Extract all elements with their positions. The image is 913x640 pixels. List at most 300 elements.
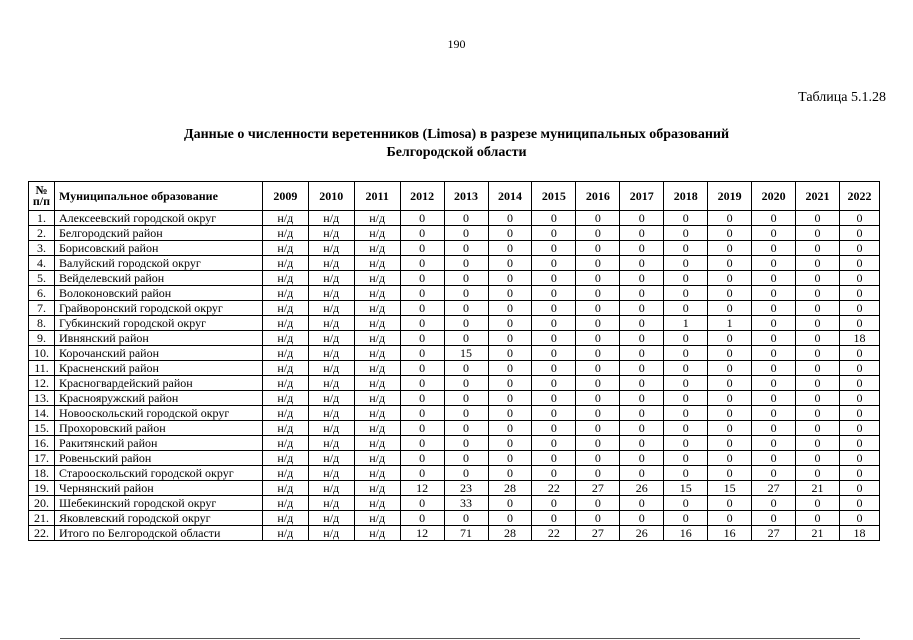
value-cell: 0 [796,271,840,286]
value-cell: 0 [620,286,664,301]
column-header-year: 2012 [400,182,444,211]
value-cell: 0 [576,376,620,391]
value-cell: 0 [796,361,840,376]
value-cell: 0 [532,421,576,436]
value-cell: 0 [620,421,664,436]
value-cell: 28 [488,481,532,496]
value-cell: 0 [752,421,796,436]
value-cell: н/д [262,316,308,331]
value-cell: 0 [620,241,664,256]
municipality-cell: Валуйский городской округ [54,256,262,271]
value-cell: 0 [664,301,708,316]
value-cell: 0 [840,466,880,481]
value-cell: н/д [262,241,308,256]
value-cell: н/д [354,511,400,526]
value-cell: н/д [354,271,400,286]
value-cell: 0 [576,346,620,361]
table-row [29,526,880,541]
value-cell: 0 [752,406,796,421]
value-cell: 0 [796,496,840,511]
municipality-cell: Итого по Белгородской области [54,526,262,541]
title-line-1: Данные о численности веретенников (Limosa) в разрезе муниципальных образований [183,127,730,142]
value-cell: н/д [308,361,354,376]
value-cell: н/д [308,301,354,316]
row-number-cell: 10. [29,346,55,361]
value-cell: н/д [354,496,400,511]
municipality-cell: Грайворонский городской округ [54,301,262,316]
value-cell: 0 [708,436,752,451]
value-cell: 0 [400,436,444,451]
value-cell: 0 [840,211,880,226]
value-cell: 0 [444,406,488,421]
value-cell: 0 [400,376,444,391]
table-row [29,346,880,361]
value-cell: 0 [840,361,880,376]
value-cell: 0 [444,466,488,481]
value-cell: 0 [664,376,708,391]
value-cell: 0 [532,286,576,301]
table-row [29,211,880,226]
value-cell: 15 [444,346,488,361]
value-cell: 0 [488,211,532,226]
value-cell: 18 [840,526,880,541]
municipality-cell: Губкинский городской округ [54,316,262,331]
value-cell: 0 [708,391,752,406]
value-cell: 0 [752,256,796,271]
value-cell: 0 [620,391,664,406]
value-cell: н/д [354,406,400,421]
table-row [29,496,880,511]
value-cell: 0 [840,301,880,316]
value-cell: 0 [664,421,708,436]
value-cell: 0 [840,346,880,361]
table-row [29,511,880,526]
value-cell: 0 [532,376,576,391]
value-cell: 0 [576,331,620,346]
row-number-cell: 5. [29,271,55,286]
row-number-cell: 20. [29,496,55,511]
value-cell: 16 [664,526,708,541]
municipality-cell: Волоконовский район [54,286,262,301]
value-cell: 0 [752,376,796,391]
value-cell: 0 [752,451,796,466]
value-cell: 26 [620,526,664,541]
table-row [29,271,880,286]
document-title [0,126,913,162]
value-cell: 26 [620,481,664,496]
value-cell: 0 [708,271,752,286]
value-cell: 0 [444,421,488,436]
value-cell: 0 [752,361,796,376]
value-cell: 0 [752,331,796,346]
table-row [29,331,880,346]
table-row [29,256,880,271]
value-cell: 0 [664,331,708,346]
value-cell: 0 [796,421,840,436]
value-cell: 0 [576,406,620,421]
municipality-cell: Красногвардейский район [54,376,262,391]
value-cell: н/д [262,256,308,271]
value-cell: н/д [354,361,400,376]
value-cell: 0 [400,241,444,256]
value-cell: 0 [708,376,752,391]
value-cell: 0 [576,241,620,256]
value-cell: 0 [752,286,796,301]
value-cell: 0 [840,481,880,496]
municipality-cell: Красненский район [54,361,262,376]
value-cell: 0 [708,331,752,346]
value-cell: 0 [400,346,444,361]
table-row [29,361,880,376]
value-cell: н/д [262,226,308,241]
value-cell: 0 [400,451,444,466]
row-number-cell: 7. [29,301,55,316]
value-cell: 0 [576,211,620,226]
value-cell: 0 [400,256,444,271]
table-row [29,286,880,301]
value-cell: 0 [576,421,620,436]
value-cell: 0 [400,331,444,346]
table-header-row [29,182,880,211]
value-cell: 0 [532,271,576,286]
value-cell: н/д [308,346,354,361]
value-cell: 0 [796,301,840,316]
value-cell: 0 [488,271,532,286]
value-cell: 0 [664,346,708,361]
municipality-cell: Ровеньский район [54,451,262,466]
value-cell: 15 [664,481,708,496]
value-cell: н/д [308,256,354,271]
value-cell: 0 [620,226,664,241]
column-header-year: 2015 [532,182,576,211]
value-cell: 0 [532,406,576,421]
value-cell: 0 [400,316,444,331]
value-cell: 0 [664,436,708,451]
value-cell: н/д [308,511,354,526]
value-cell: 0 [664,451,708,466]
value-cell: 0 [708,361,752,376]
value-cell: 0 [708,256,752,271]
value-cell: н/д [354,301,400,316]
value-cell: 0 [576,391,620,406]
column-header-year: 2013 [444,182,488,211]
value-cell: 71 [444,526,488,541]
municipality-cell: Новооскольский городской округ [54,406,262,421]
value-cell: 0 [752,391,796,406]
value-cell: 0 [400,301,444,316]
value-cell: н/д [262,211,308,226]
value-cell: 0 [796,376,840,391]
municipality-cell: Шебекинский городской округ [54,496,262,511]
value-cell: 27 [752,526,796,541]
table-row [29,481,880,496]
row-number-cell: 13. [29,391,55,406]
table-row [29,451,880,466]
column-header-year: 2016 [576,182,620,211]
table-row [29,301,880,316]
column-header-year: 2014 [488,182,532,211]
value-cell: 0 [840,286,880,301]
value-cell: н/д [262,511,308,526]
value-cell: 0 [752,301,796,316]
value-cell: 0 [752,316,796,331]
value-cell: 0 [752,346,796,361]
row-number-cell: 19. [29,481,55,496]
column-header-year: 2022 [840,182,880,211]
value-cell: 0 [752,211,796,226]
value-cell: н/д [354,376,400,391]
value-cell: 0 [664,271,708,286]
value-cell: 0 [708,496,752,511]
value-cell: 0 [620,376,664,391]
value-cell: н/д [354,316,400,331]
value-cell: 0 [488,466,532,481]
value-cell: 0 [840,406,880,421]
table-row [29,406,880,421]
municipality-cell: Алексеевский городской округ [54,211,262,226]
row-number-cell: 6. [29,286,55,301]
value-cell: н/д [308,451,354,466]
value-cell: н/д [262,481,308,496]
value-cell: 0 [488,511,532,526]
municipality-cell: Чернянский район [54,481,262,496]
value-cell: н/д [308,466,354,481]
value-cell: н/д [354,286,400,301]
value-cell: 0 [752,511,796,526]
value-cell: н/д [354,226,400,241]
value-cell: 27 [752,481,796,496]
value-cell: 0 [488,286,532,301]
table-row [29,421,880,436]
value-cell: 0 [532,466,576,481]
value-cell: н/д [308,331,354,346]
value-cell: 0 [664,466,708,481]
row-number-cell: 12. [29,376,55,391]
value-cell: 0 [708,466,752,481]
value-cell: 27 [576,481,620,496]
table-row [29,391,880,406]
value-cell: 0 [532,226,576,241]
value-cell: 0 [708,241,752,256]
value-cell: 0 [796,511,840,526]
value-cell: 0 [752,271,796,286]
municipality-cell: Старооскольский городской округ [54,466,262,481]
value-cell: 0 [664,286,708,301]
value-cell: 27 [576,526,620,541]
municipality-cell: Вейделевский район [54,271,262,286]
value-cell: 0 [840,421,880,436]
value-cell: 0 [840,436,880,451]
value-cell: 0 [708,346,752,361]
value-cell: 0 [664,406,708,421]
value-cell: 12 [400,526,444,541]
value-cell: 0 [708,211,752,226]
row-number-cell: 4. [29,256,55,271]
value-cell: 1 [664,316,708,331]
value-cell: 0 [576,361,620,376]
municipality-cell: Ракитянский район [54,436,262,451]
value-cell: 33 [444,496,488,511]
value-cell: 0 [620,451,664,466]
value-cell: 0 [664,256,708,271]
value-cell: н/д [308,316,354,331]
value-cell: 0 [400,466,444,481]
value-cell: н/д [262,301,308,316]
value-cell: н/д [262,346,308,361]
value-cell: н/д [262,451,308,466]
value-cell: 0 [664,511,708,526]
value-cell: 0 [840,226,880,241]
municipality-cell: Краснояружский район [54,391,262,406]
table-body [29,211,880,541]
column-header-municipality: Муниципальное образование [54,182,262,211]
value-cell: 0 [532,496,576,511]
value-cell: 0 [400,511,444,526]
value-cell: 0 [840,256,880,271]
row-number-cell: 16. [29,436,55,451]
value-cell: 0 [620,466,664,481]
column-header-year: 2020 [752,182,796,211]
value-cell: н/д [354,466,400,481]
table-row [29,436,880,451]
value-cell: 0 [488,361,532,376]
data-table [28,181,880,541]
value-cell: 0 [532,361,576,376]
row-number-cell: 9. [29,331,55,346]
value-cell: 0 [796,241,840,256]
value-cell: н/д [262,331,308,346]
value-cell: 21 [796,481,840,496]
bottom-rule [60,638,860,639]
table-row [29,241,880,256]
value-cell: 0 [708,406,752,421]
value-cell: 0 [796,316,840,331]
value-cell: 0 [444,271,488,286]
value-cell: 0 [620,331,664,346]
value-cell: 0 [620,361,664,376]
value-cell: 22 [532,526,576,541]
value-cell: н/д [354,481,400,496]
value-cell: 0 [576,286,620,301]
value-cell: 0 [488,331,532,346]
value-cell: 0 [444,331,488,346]
municipality-cell: Борисовский район [54,241,262,256]
value-cell: 0 [796,391,840,406]
row-number-cell: 1. [29,211,55,226]
value-cell: 0 [840,271,880,286]
value-cell: 0 [576,466,620,481]
value-cell: н/д [308,391,354,406]
value-cell: н/д [308,526,354,541]
value-cell: 0 [576,226,620,241]
value-cell: 0 [840,241,880,256]
value-cell: 16 [708,526,752,541]
value-cell: 0 [532,211,576,226]
row-number-cell: 8. [29,316,55,331]
value-cell: 0 [708,511,752,526]
page-number: 190 [447,37,466,51]
value-cell: н/д [262,466,308,481]
value-cell: 0 [664,226,708,241]
value-cell: 0 [664,211,708,226]
value-cell: н/д [308,436,354,451]
value-cell: 0 [620,301,664,316]
value-cell: 0 [752,436,796,451]
value-cell: 0 [444,391,488,406]
value-cell: н/д [308,496,354,511]
value-cell: 0 [488,301,532,316]
value-cell: н/д [308,481,354,496]
value-cell: 0 [444,316,488,331]
value-cell: 18 [840,331,880,346]
value-cell: 0 [576,301,620,316]
value-cell: 0 [576,511,620,526]
value-cell: 0 [620,316,664,331]
value-cell: 0 [620,511,664,526]
value-cell: 0 [620,406,664,421]
value-cell: 0 [576,436,620,451]
value-cell: 0 [620,346,664,361]
value-cell: 0 [444,301,488,316]
value-cell: 22 [532,481,576,496]
value-cell: 0 [488,241,532,256]
value-cell: 0 [576,451,620,466]
value-cell: 15 [708,481,752,496]
value-cell: 0 [444,436,488,451]
value-cell: 0 [400,271,444,286]
value-cell: 0 [620,436,664,451]
value-cell: 0 [488,376,532,391]
value-cell: н/д [262,406,308,421]
value-cell: 0 [664,241,708,256]
value-cell: 0 [444,241,488,256]
municipality-cell: Белгородский район [54,226,262,241]
value-cell: 28 [488,526,532,541]
value-cell: 23 [444,481,488,496]
table-row [29,316,880,331]
value-cell: 1 [708,316,752,331]
value-cell: 0 [796,211,840,226]
value-cell: 0 [400,286,444,301]
value-cell: н/д [262,361,308,376]
row-number-cell: 15. [29,421,55,436]
value-cell: н/д [354,331,400,346]
column-header-year: 2011 [354,182,400,211]
value-cell: н/д [354,211,400,226]
value-cell: 0 [488,496,532,511]
value-cell: 0 [444,286,488,301]
column-header-year: 2010 [308,182,354,211]
value-cell: 21 [796,526,840,541]
value-cell: 0 [532,241,576,256]
column-header-year: 2018 [664,182,708,211]
value-cell: 0 [488,421,532,436]
value-cell: 0 [532,331,576,346]
value-cell: 0 [488,316,532,331]
value-cell: 0 [840,496,880,511]
value-cell: 0 [576,496,620,511]
value-cell: 0 [708,421,752,436]
value-cell: н/д [354,436,400,451]
value-cell: 0 [532,346,576,361]
value-cell: 0 [796,346,840,361]
value-cell: 0 [664,496,708,511]
value-cell: 0 [532,511,576,526]
value-cell: 0 [488,451,532,466]
value-cell: н/д [308,421,354,436]
value-cell: 0 [620,271,664,286]
value-cell: 0 [400,226,444,241]
